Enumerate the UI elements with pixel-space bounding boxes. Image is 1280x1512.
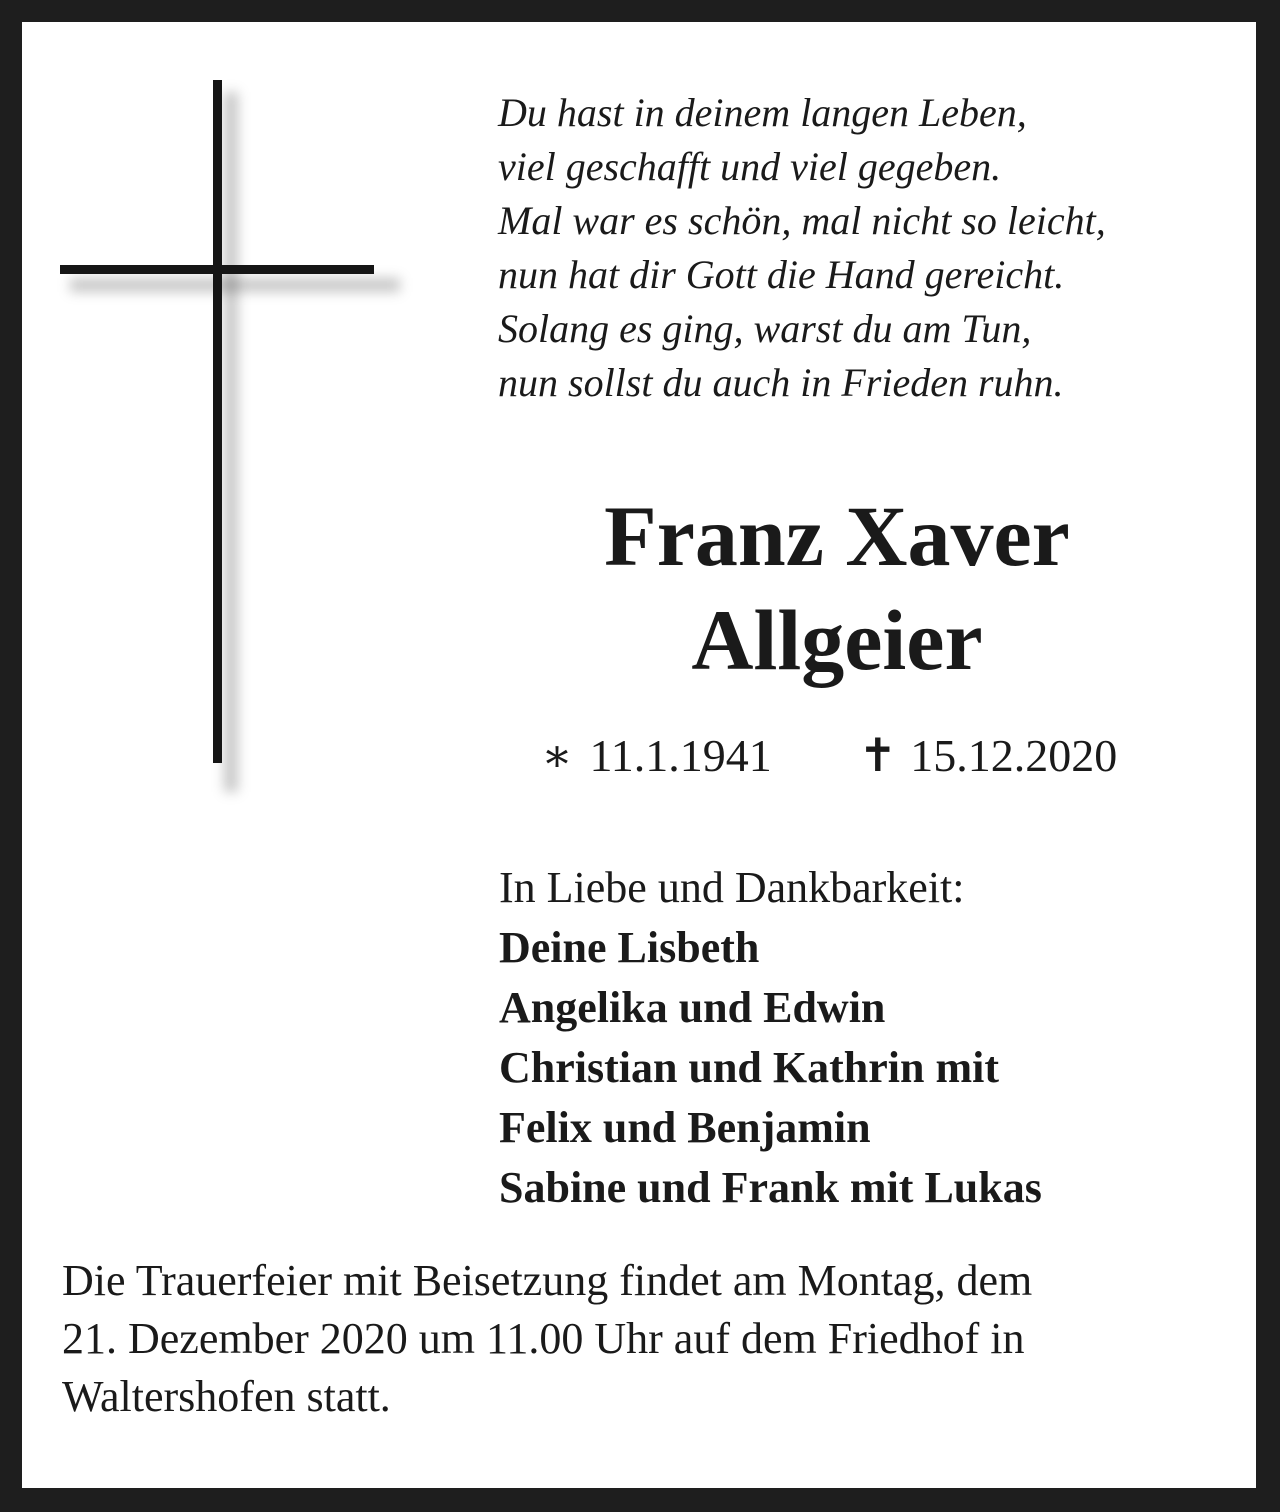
poem-line: Du hast in deinem langen Leben, bbox=[498, 90, 1027, 135]
mourners-list bbox=[499, 858, 1042, 1218]
cross-icon bbox=[22, 22, 422, 822]
mourner-name: Christian und Kathrin mit bbox=[499, 1043, 999, 1092]
cross-vertical-bar bbox=[213, 80, 222, 763]
mourners-intro: In Liebe und Dankbarkeit: bbox=[499, 863, 965, 912]
funeral-line: Die Trauerfeier mit Beisetzung findet am Montag, dem bbox=[62, 1256, 1033, 1305]
poem-line: nun sollst du auch in Frieden ruhn. bbox=[498, 360, 1064, 405]
funeral-line: 21. Dezember 2020 um 11.00 Uhr auf dem Friedhof in bbox=[62, 1314, 1025, 1363]
deceased-name-line2: Allgeier bbox=[691, 592, 983, 688]
cross-horizontal-shadow bbox=[70, 278, 400, 292]
life-dates bbox=[536, 728, 1117, 784]
funeral-announcement bbox=[62, 1252, 1242, 1426]
cross-vertical-shadow bbox=[224, 92, 238, 792]
birth-date: 11.1.1941 bbox=[589, 730, 772, 781]
death-cross-icon: ✝ bbox=[858, 730, 898, 781]
mourner-name: Deine Lisbeth bbox=[499, 923, 760, 972]
funeral-line: Waltershofen statt. bbox=[62, 1372, 391, 1421]
memorial-poem bbox=[498, 86, 1238, 410]
mourner-name: Felix und Benjamin bbox=[499, 1103, 871, 1152]
deceased-name bbox=[452, 484, 1222, 692]
death-date: 15.12.2020 bbox=[910, 730, 1118, 781]
obituary-notice bbox=[22, 22, 1256, 1488]
cross-horizontal-bar bbox=[60, 265, 374, 274]
poem-line: Mal war es schön, mal nicht so leicht, bbox=[498, 198, 1106, 243]
mourner-name: Sabine und Frank mit Lukas bbox=[499, 1163, 1042, 1212]
poem-line: nun hat dir Gott die Hand gereicht. bbox=[498, 252, 1065, 297]
mourner-name: Angelika und Edwin bbox=[499, 983, 886, 1032]
birth-star-icon: ∗ bbox=[541, 730, 573, 781]
poem-line: viel geschafft und viel gegeben. bbox=[498, 144, 1002, 189]
deceased-name-line1: Franz Xaver bbox=[604, 488, 1070, 584]
poem-line: Solang es ging, warst du am Tun, bbox=[498, 306, 1032, 351]
